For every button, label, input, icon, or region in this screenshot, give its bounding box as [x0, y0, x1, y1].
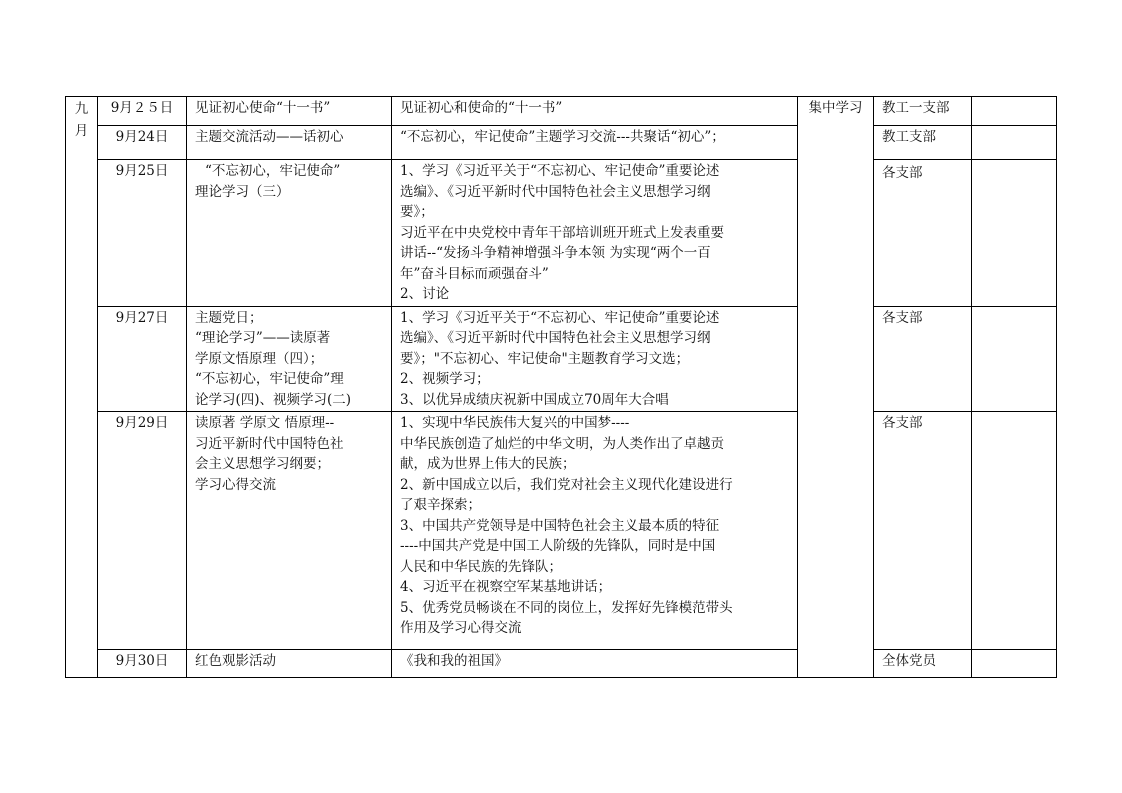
remarks-cell: [972, 306, 1057, 412]
content-line: 《我和我的祖国》: [400, 653, 508, 669]
activity-line: 主题交流活动——话初心: [195, 129, 344, 145]
activity-line: 学习心得交流: [195, 476, 276, 493]
content-line: 见证初心和使命的“十一书”: [400, 100, 563, 116]
activity-line: 理论学习（三）: [195, 183, 290, 200]
content-line: 3、中国共产党领导是中国特色社会主义最本质的特征: [400, 517, 720, 534]
activity-line: 论学习(四)、视频学习(二): [195, 391, 352, 408]
remarks-cell: [972, 650, 1057, 678]
content-line: 中华民族创造了灿烂的中华文明，为人类作出了卓越贡: [400, 435, 724, 452]
table-row: [66, 650, 1057, 678]
participants-cell: 各支部: [874, 412, 972, 650]
content-line: 了艰辛探索；: [400, 497, 481, 513]
content-cell: [392, 650, 798, 678]
content-cell: [392, 306, 798, 412]
activity-line: 学原文悟原理（四）；: [195, 350, 324, 367]
content-line: 2、讨论: [400, 286, 450, 302]
table-row: [66, 412, 1057, 650]
month-char: 月: [74, 123, 89, 139]
month-cell: [66, 97, 98, 678]
schedule-table: [65, 96, 1057, 678]
content-line: 习近平在中央党校中青年干部培训班开班式上发表重要: [400, 224, 724, 241]
content-line: 1、学习《习近平关于“不忘初心、牢记使命”重要论述: [400, 163, 720, 179]
content-line: 选编》、《习近平新时代中国特色社会主义思想学习纲: [400, 330, 711, 346]
content-line: 年”奋斗目标而顽强奋斗”: [400, 265, 549, 282]
content-line: 2、视频学习；: [400, 371, 490, 387]
participants-cell: 各支部: [874, 160, 972, 307]
content-line: 选编》、《习近平新时代中国特色社会主义思想学习纲: [400, 183, 711, 200]
activity-cell: [187, 97, 392, 126]
content-line: 人民和中华民族的先锋队；: [400, 558, 562, 575]
participants-cell: 教工支部: [874, 126, 972, 160]
content-line: 讲话--“发扬斗争精神增强斗争本领 为实现“两个一百: [400, 245, 711, 261]
activity-line: “理论学习”——读原著: [195, 330, 331, 346]
content-line: 1、实现中华民族伟大复兴的中国梦----: [400, 415, 630, 431]
content-cell: [392, 412, 798, 650]
date-cell: 9月２５日: [98, 97, 187, 126]
activity-cell: [187, 126, 392, 160]
activity-cell: [187, 650, 392, 678]
activity-line: 读原著 学原文 悟原理--: [195, 415, 335, 431]
remarks-cell: [972, 97, 1057, 126]
content-line: 2、新中国成立以后，我们党对社会主义现代化建设进行: [400, 476, 733, 493]
form-cell: 集中学习: [798, 97, 874, 678]
participants-cell: 全体党员: [874, 650, 972, 678]
content-cell: [392, 160, 798, 307]
activity-cell: [187, 412, 392, 650]
content-line: ----中国共产党是中国工人阶级的先锋队，同时是中国: [400, 538, 716, 554]
date-cell: 9月25日: [98, 160, 187, 307]
activity-line: 见证初心使命“十一书”: [195, 100, 331, 116]
participants-cell: 各支部: [874, 306, 972, 412]
participants-cell: 教工一支部: [874, 97, 972, 126]
content-cell: [392, 97, 798, 126]
activity-cell: [187, 306, 392, 412]
remarks-cell: [972, 126, 1057, 160]
date-cell: 9月29日: [98, 412, 187, 650]
content-line: 4、习近平在视察空军某基地讲话；: [400, 579, 612, 595]
content-line: “不忘初心，牢记使命”主题学习交流---共聚话“初心”；: [400, 129, 725, 145]
month-char: 九: [74, 101, 89, 117]
table-row: [66, 306, 1057, 412]
content-line: 献，成为世界上伟大的民族；: [400, 456, 576, 472]
remarks-cell: [972, 412, 1057, 650]
content-line: 要》；"不忘初心、牢记使命"主题教育学习文选；: [400, 350, 690, 367]
content-line: 3、以优异成绩庆祝新中国成立70周年大合唱: [400, 391, 669, 408]
table-row: [66, 160, 1057, 307]
date-cell: 9月30日: [98, 650, 187, 678]
table-row: [66, 126, 1057, 160]
activity-line: “不忘初心，牢记使命”理: [195, 371, 344, 387]
activity-line: 主题党日；: [195, 309, 263, 326]
activity-cell: [187, 160, 392, 307]
activity-line: “不忘初心，牢记使命”: [205, 163, 341, 179]
content-line: 作用及学习心得交流: [400, 620, 522, 636]
date-cell: 9月24日: [98, 126, 187, 160]
content-cell: [392, 126, 798, 160]
remarks-cell: [972, 160, 1057, 307]
content-line: 要》；: [400, 204, 434, 220]
activity-line: 会主义思想学习纲要；: [195, 456, 330, 472]
activity-line: 红色观影活动: [195, 653, 276, 669]
activity-line: 习近平新时代中国特色社: [195, 435, 344, 452]
content-line: 1、学习《习近平关于“不忘初心、牢记使命”重要论述: [400, 309, 720, 326]
table-row: [66, 97, 1057, 126]
date-cell: 9月27日: [98, 306, 187, 412]
content-line: 5、优秀党员畅谈在不同的岗位上，发挥好先锋模范带头: [400, 599, 733, 616]
